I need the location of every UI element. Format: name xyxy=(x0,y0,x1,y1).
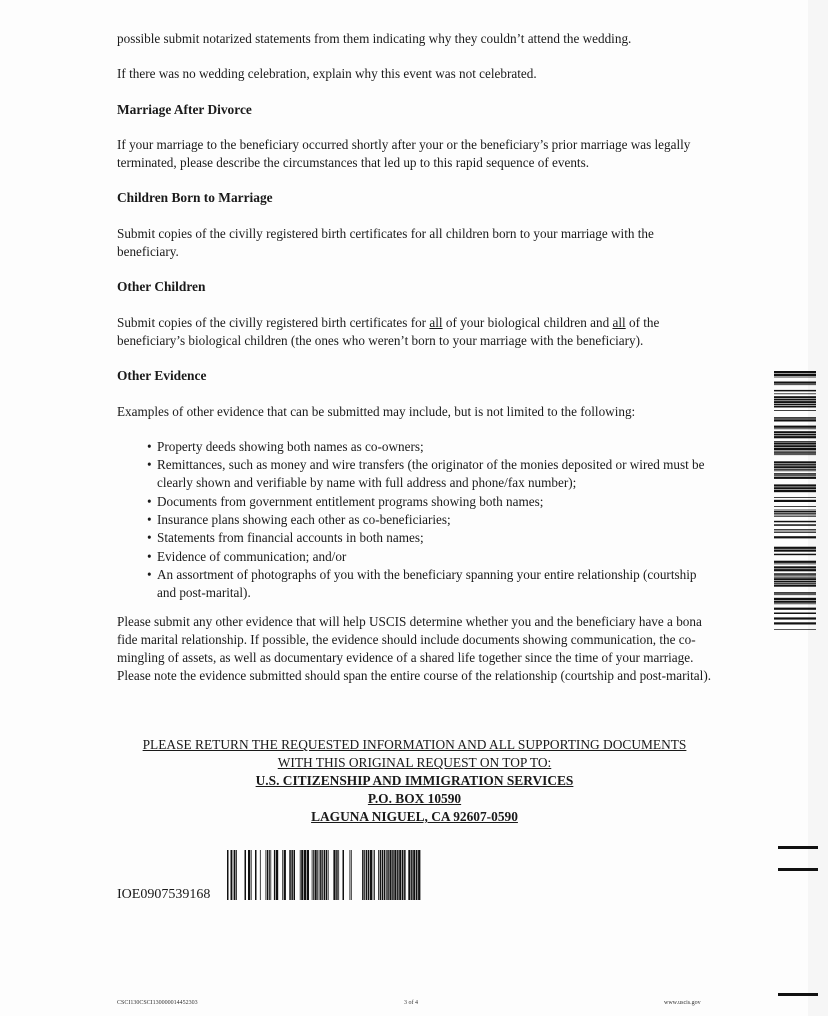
registration-mark xyxy=(778,846,818,849)
list-item: • Property deeds showing both names as co-owners; xyxy=(157,438,717,456)
return-address-block xyxy=(117,736,712,826)
heading-other-children: Other Children xyxy=(117,279,206,295)
paragraph-no-celebration: If there was no wedding celebration, explain why this event was not celebrated. xyxy=(117,66,537,82)
horizontal-barcode xyxy=(227,850,421,900)
text-segment: of the beneficiary’s biological children (the ones who weren’t born to your marriage with the beneficiary). xyxy=(117,314,660,348)
list-item: • Insurance plans showing each other as co-beneficiaries; xyxy=(157,511,717,529)
footer-code: CSCI130CSCI130000014452303 xyxy=(117,1000,198,1006)
list-item: • Remittances, such as money and wire transfers (the originator of the monies deposited or wired must be clearly shown and verifiable by name with full address and phone/fax number); xyxy=(157,456,717,493)
list-item: • Statements from financial accounts in both names; xyxy=(157,529,717,547)
paragraph-examples: Examples of other evidence that can be submitted may include, but is not limited to the following: xyxy=(117,403,636,419)
evidence-list xyxy=(117,438,717,603)
text-segment: of your biological children and xyxy=(442,314,613,330)
underlined-all: all xyxy=(612,314,626,330)
paragraph-children-born: Submit copies of the civilly registered birth certificates for all children born to your marriage with the beneficiary. xyxy=(117,225,654,260)
return-line-5: LAGUNA NIGUEL, CA 92607-0590 xyxy=(311,809,518,824)
list-item: • An assortment of photographs of you with the beneficiary spanning your entire relationship (courtship and post-marital). xyxy=(157,566,717,603)
registration-mark xyxy=(778,993,818,996)
text-segment: Submit copies of the civilly registered birth certificates for xyxy=(117,314,430,330)
paragraph-final: Please submit any other evidence that will help USCIS determine whether you and the beneficiary have a bona fide marital relationship. If possible, the evidence should include documents showing communication, the co-mingling of assets, as well as documentary evidence of a shared life together since the time of your marriage. Please note the evidence submitted should span the entire course of the relationship (courtship and post-marital). xyxy=(117,613,712,684)
return-line-4: P.O. BOX 10590 xyxy=(367,791,462,806)
footer-page-number: 3 of 4 xyxy=(404,1000,418,1006)
registration-mark xyxy=(778,868,818,871)
paragraph-marriage-after-divorce: If your marriage to the beneficiary occurred shortly after your or the beneficiary’s prior marriage was legally terminated, please describe the circumstances that led up to this rapid sequence of events. xyxy=(117,136,691,171)
footer-website: www.uscis.gov xyxy=(664,1000,701,1006)
list-item: • Documents from government entitlement programs showing both names; xyxy=(157,493,717,511)
heading-other-evidence: Other Evidence xyxy=(117,368,207,384)
paragraph-other-children xyxy=(117,314,717,351)
vertical-barcode xyxy=(774,371,816,630)
heading-children-born: Children Born to Marriage xyxy=(117,190,273,206)
underlined-all: all xyxy=(429,314,443,330)
list-item: • Evidence of communication; and/or xyxy=(157,548,717,566)
request-id: IOE0907539168 xyxy=(117,887,211,902)
document-body xyxy=(117,30,717,686)
return-line-2: WITH THIS ORIGINAL REQUEST ON TOP TO: xyxy=(277,755,552,770)
heading-marriage-after-divorce: Marriage After Divorce xyxy=(117,101,252,117)
return-line-3: U.S. CITIZENSHIP AND IMMIGRATION SERVICES xyxy=(255,773,574,788)
paragraph-continuation: possible submit notarized statements from them indicating why they couldn’t attend the wedding. xyxy=(117,31,632,46)
return-line-1: PLEASE RETURN THE REQUESTED INFORMATION AND ALL SUPPORTING DOCUMENTS xyxy=(142,737,687,752)
